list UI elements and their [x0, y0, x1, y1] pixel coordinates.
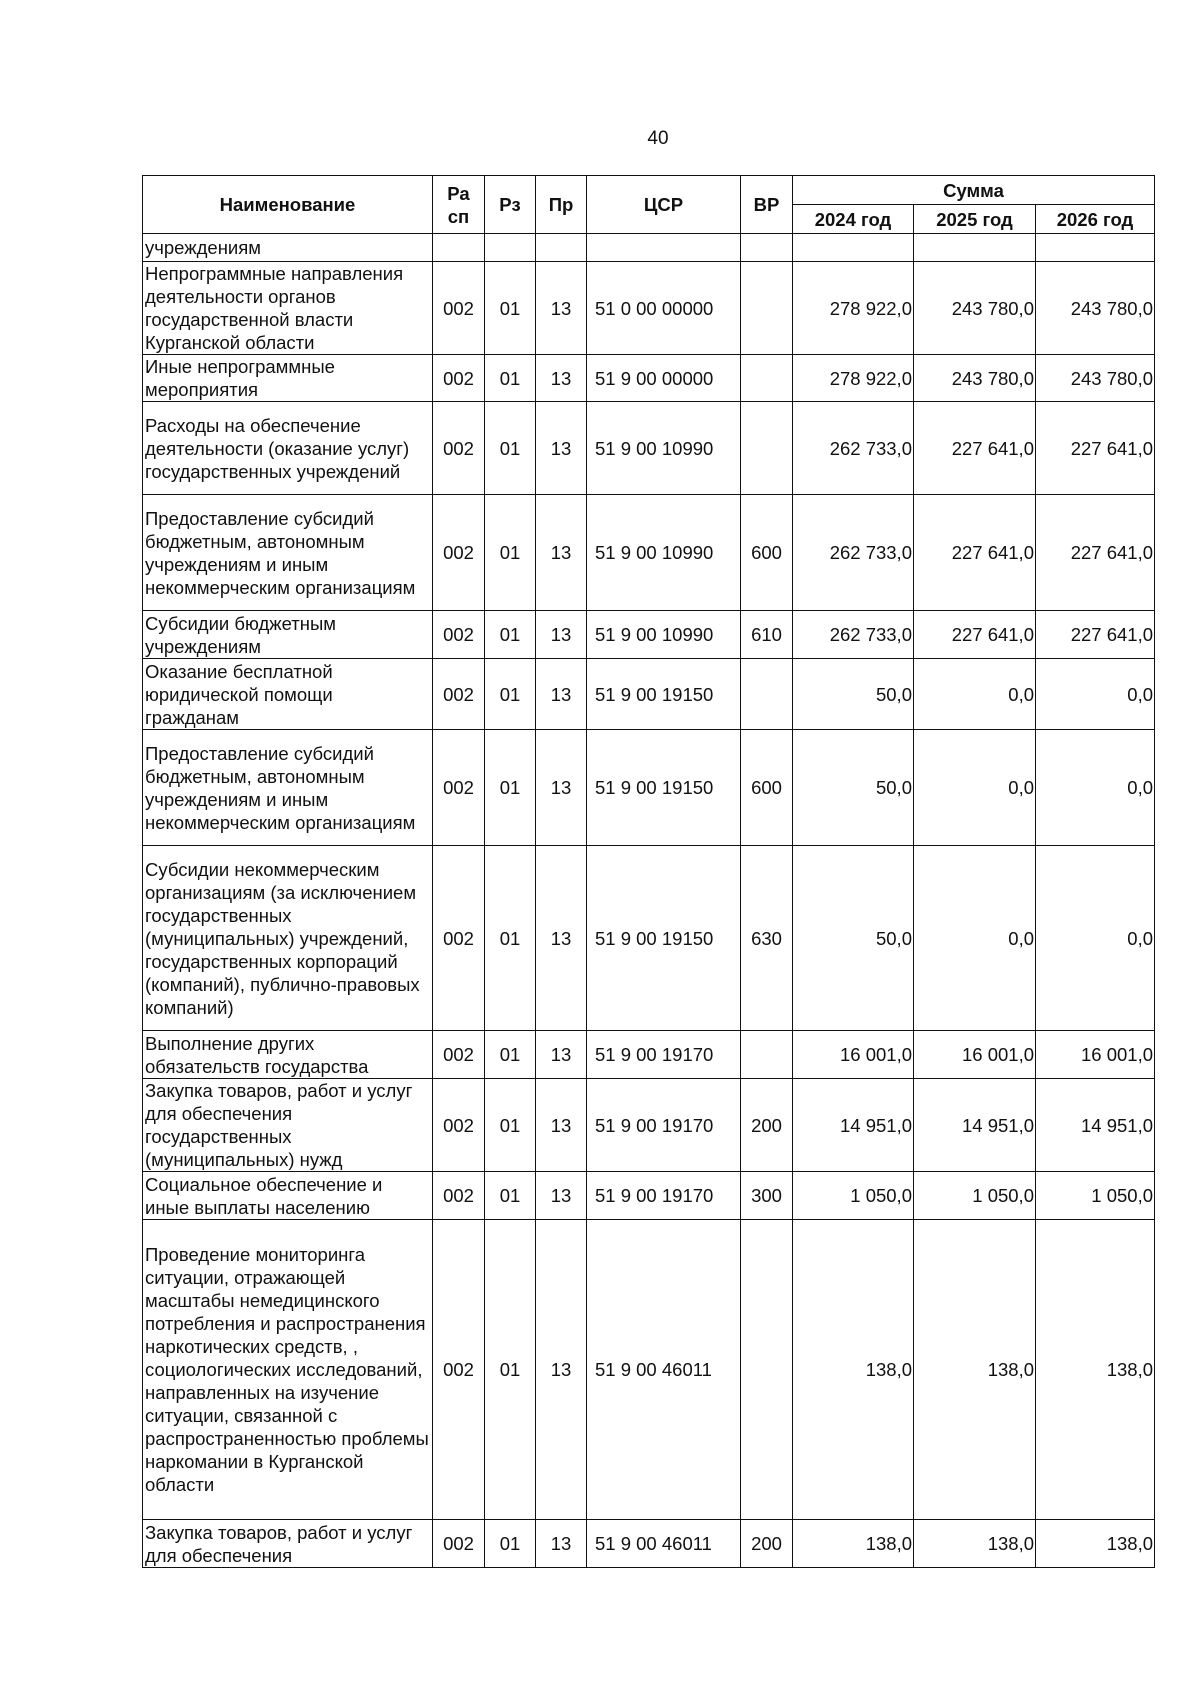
cell-sum-2024: 14 951,0	[793, 1079, 914, 1172]
cell-sum-2026	[1036, 234, 1155, 262]
cell-pr: 13	[536, 1220, 587, 1520]
header-rasp-line2: сп	[447, 205, 470, 227]
cell-vr	[741, 402, 793, 495]
cell-vr: 630	[741, 846, 793, 1031]
cell-rz: 01	[485, 611, 536, 659]
cell-sum-2025: 0,0	[914, 846, 1036, 1031]
table-row	[143, 495, 1155, 611]
cell-sum-2024	[793, 234, 914, 262]
cell-pr: 13	[536, 659, 587, 730]
cell-name: Выполнение других обязательств государства	[143, 1031, 433, 1079]
cell-vr	[741, 1031, 793, 1079]
header-rasp	[433, 176, 485, 234]
cell-rz: 01	[485, 659, 536, 730]
cell-sum-2026: 0,0	[1036, 659, 1155, 730]
cell-sum-2025: 227 641,0	[914, 611, 1036, 659]
cell-sum-2024: 278 922,0	[793, 355, 914, 402]
table-row	[143, 1079, 1155, 1172]
table-row	[143, 1031, 1155, 1079]
cell-pr: 13	[536, 730, 587, 846]
cell-name: Иные непрограммные мероприятия	[143, 355, 433, 402]
cell-csr: 51 9 00 19150	[587, 730, 741, 846]
cell-name: Расходы на обеспечение деятельности (оказание услуг) государственных учреждений	[143, 402, 433, 495]
table-row	[143, 1172, 1155, 1220]
cell-csr: 51 9 00 19170	[587, 1172, 741, 1220]
table-row	[143, 1520, 1155, 1568]
cell-sum-2025: 138,0	[914, 1520, 1036, 1568]
cell-rasp: 002	[433, 1220, 485, 1520]
cell-rasp: 002	[433, 1172, 485, 1220]
cell-rz: 01	[485, 1031, 536, 1079]
cell-rasp: 002	[433, 1031, 485, 1079]
cell-sum-2024: 138,0	[793, 1520, 914, 1568]
cell-vr: 610	[741, 611, 793, 659]
cell-name: Субсидии бюджетным учреждениям	[143, 611, 433, 659]
cell-sum-2025: 1 050,0	[914, 1172, 1036, 1220]
cell-csr: 51 9 00 19170	[587, 1031, 741, 1079]
cell-csr: 51 9 00 46011	[587, 1520, 741, 1568]
cell-rz: 01	[485, 1220, 536, 1520]
cell-rz: 01	[485, 402, 536, 495]
table-header	[143, 176, 1155, 234]
cell-sum-2025: 0,0	[914, 730, 1036, 846]
header-rasp-line1: Ра	[447, 182, 470, 204]
cell-sum-2026: 16 001,0	[1036, 1031, 1155, 1079]
table-row	[143, 730, 1155, 846]
cell-pr: 13	[536, 402, 587, 495]
cell-vr: 200	[741, 1520, 793, 1568]
cell-name: Предоставление субсидий бюджетным, автономным учреждениям и иным некоммерческим организациям	[143, 730, 433, 846]
cell-csr: 51 9 00 19150	[587, 659, 741, 730]
cell-sum-2025: 243 780,0	[914, 355, 1036, 402]
table-body	[143, 234, 1155, 1568]
cell-pr	[536, 234, 587, 262]
header-csr: ЦСР	[587, 176, 741, 234]
cell-rasp: 002	[433, 262, 485, 355]
cell-pr: 13	[536, 262, 587, 355]
cell-csr: 51 9 00 19170	[587, 1079, 741, 1172]
cell-name: Субсидии некоммерческим организациям (за исключением государственных (муниципальных) учреждений, государственных корпораций (компаний), публично-правовых компаний)	[143, 846, 433, 1031]
cell-name: Непрограммные направления деятельности органов государственной власти Курганской области	[143, 262, 433, 355]
cell-rz: 01	[485, 1079, 536, 1172]
cell-pr: 13	[536, 1520, 587, 1568]
table-row	[143, 402, 1155, 495]
cell-sum-2026: 1 050,0	[1036, 1172, 1155, 1220]
cell-pr: 13	[536, 611, 587, 659]
cell-sum-2026: 14 951,0	[1036, 1079, 1155, 1172]
header-year-2025: 2025 год	[914, 205, 1036, 234]
cell-pr: 13	[536, 1172, 587, 1220]
cell-vr	[741, 355, 793, 402]
cell-rasp: 002	[433, 355, 485, 402]
cell-rz: 01	[485, 1520, 536, 1568]
cell-rasp: 002	[433, 611, 485, 659]
cell-rz: 01	[485, 846, 536, 1031]
cell-vr: 200	[741, 1079, 793, 1172]
cell-sum-2024: 262 733,0	[793, 402, 914, 495]
cell-csr: 51 0 00 00000	[587, 262, 741, 355]
cell-vr	[741, 659, 793, 730]
cell-sum-2025: 0,0	[914, 659, 1036, 730]
cell-csr: 51 9 00 10990	[587, 402, 741, 495]
table-row	[143, 355, 1155, 402]
cell-vr	[741, 1220, 793, 1520]
cell-sum-2026: 0,0	[1036, 730, 1155, 846]
header-year-2026: 2026 год	[1036, 205, 1155, 234]
cell-vr: 600	[741, 495, 793, 611]
table-row	[143, 659, 1155, 730]
cell-sum-2024: 1 050,0	[793, 1172, 914, 1220]
cell-vr: 300	[741, 1172, 793, 1220]
cell-rz: 01	[485, 355, 536, 402]
cell-name: учреждениям	[143, 234, 433, 262]
header-pr: Пр	[536, 176, 587, 234]
cell-rz: 01	[485, 495, 536, 611]
header-sum: Сумма	[793, 176, 1155, 205]
cell-sum-2025: 227 641,0	[914, 495, 1036, 611]
cell-rasp: 002	[433, 659, 485, 730]
cell-sum-2024: 50,0	[793, 730, 914, 846]
cell-sum-2025: 243 780,0	[914, 262, 1036, 355]
cell-csr	[587, 234, 741, 262]
cell-sum-2026: 138,0	[1036, 1220, 1155, 1520]
header-year-2024: 2024 год	[793, 205, 914, 234]
cell-sum-2024: 278 922,0	[793, 262, 914, 355]
cell-sum-2026: 227 641,0	[1036, 611, 1155, 659]
cell-rz	[485, 234, 536, 262]
cell-name: Закупка товаров, работ и услуг для обеспечения	[143, 1520, 433, 1568]
cell-pr: 13	[536, 355, 587, 402]
cell-rasp: 002	[433, 1079, 485, 1172]
cell-csr: 51 9 00 19150	[587, 846, 741, 1031]
cell-name: Закупка товаров, работ и услуг для обеспечения государственных (муниципальных) нужд	[143, 1079, 433, 1172]
cell-pr: 13	[536, 846, 587, 1031]
cell-sum-2026: 227 641,0	[1036, 402, 1155, 495]
cell-csr: 51 9 00 00000	[587, 355, 741, 402]
cell-sum-2026: 243 780,0	[1036, 355, 1155, 402]
cell-sum-2026: 243 780,0	[1036, 262, 1155, 355]
header-name: Наименование	[143, 176, 433, 234]
cell-rz: 01	[485, 262, 536, 355]
cell-sum-2026: 138,0	[1036, 1520, 1155, 1568]
table-row	[143, 1220, 1155, 1520]
header-vr: ВР	[741, 176, 793, 234]
cell-sum-2024: 138,0	[793, 1220, 914, 1520]
cell-rasp: 002	[433, 846, 485, 1031]
cell-sum-2025: 16 001,0	[914, 1031, 1036, 1079]
cell-sum-2026: 227 641,0	[1036, 495, 1155, 611]
cell-rasp: 002	[433, 495, 485, 611]
cell-rasp	[433, 234, 485, 262]
cell-vr	[741, 262, 793, 355]
cell-name: Проведение мониторинга ситуации, отражающей масштабы немедицинского потребления и распространения наркотических средств, , социологических исследований, направленных на изучение ситуации, связанной с распространенностью проблемы наркомании в Курганской области	[143, 1220, 433, 1520]
cell-csr: 51 9 00 10990	[587, 611, 741, 659]
cell-sum-2025	[914, 234, 1036, 262]
table-row	[143, 262, 1155, 355]
table-row	[143, 234, 1155, 262]
cell-name: Предоставление субсидий бюджетным, автономным учреждениям и иным некоммерческим организациям	[143, 495, 433, 611]
cell-sum-2026: 0,0	[1036, 846, 1155, 1031]
cell-sum-2024: 50,0	[793, 659, 914, 730]
header-rz: Рз	[485, 176, 536, 234]
cell-rz: 01	[485, 1172, 536, 1220]
cell-pr: 13	[536, 495, 587, 611]
cell-vr	[741, 234, 793, 262]
budget-table	[142, 175, 1155, 1568]
cell-sum-2025: 138,0	[914, 1220, 1036, 1520]
cell-sum-2024: 262 733,0	[793, 611, 914, 659]
cell-csr: 51 9 00 46011	[587, 1220, 741, 1520]
cell-sum-2025: 14 951,0	[914, 1079, 1036, 1172]
cell-rasp: 002	[433, 1520, 485, 1568]
cell-pr: 13	[536, 1031, 587, 1079]
cell-sum-2025: 227 641,0	[914, 402, 1036, 495]
cell-sum-2024: 262 733,0	[793, 495, 914, 611]
cell-name: Оказание бесплатной юридической помощи гражданам	[143, 659, 433, 730]
cell-name: Социальное обеспечение и иные выплаты населению	[143, 1172, 433, 1220]
table-row	[143, 846, 1155, 1031]
cell-sum-2024: 50,0	[793, 846, 914, 1031]
cell-pr: 13	[536, 1079, 587, 1172]
cell-rz: 01	[485, 730, 536, 846]
cell-rasp: 002	[433, 402, 485, 495]
cell-rasp: 002	[433, 730, 485, 846]
cell-vr: 600	[741, 730, 793, 846]
cell-sum-2024: 16 001,0	[793, 1031, 914, 1079]
table-row	[143, 611, 1155, 659]
page-number: 40	[647, 128, 669, 149]
cell-csr: 51 9 00 10990	[587, 495, 741, 611]
